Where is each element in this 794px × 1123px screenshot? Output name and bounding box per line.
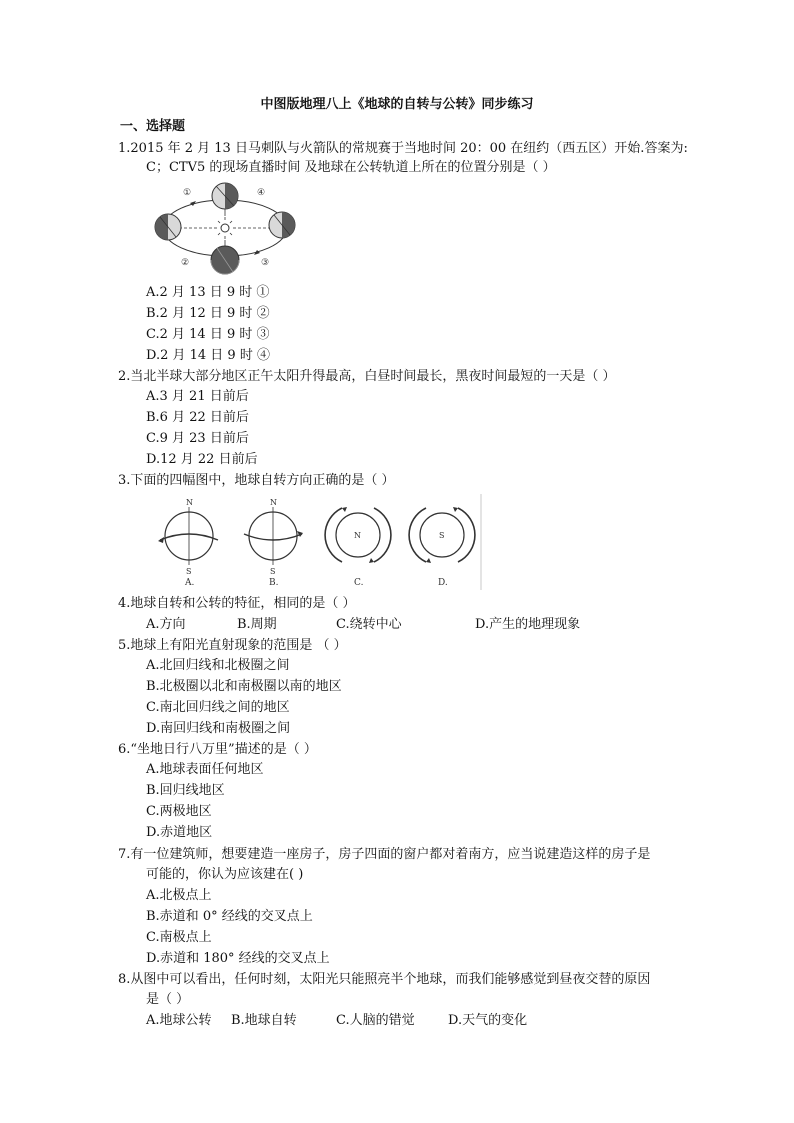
question-5-text: 5.地球上有阳光直射现象的范围是 （ ） <box>118 638 347 653</box>
answer-option: C.两极地区 <box>146 804 212 819</box>
section-heading: 一、选择题 <box>120 119 186 134</box>
north-pole-label: N <box>186 498 193 507</box>
answer-option: A.北回归线和北极圈之间 <box>146 658 290 673</box>
question-3-text: 3.下面的四幅图中，地球自转方向正确的是（ ） <box>118 473 395 488</box>
answer-option: D.2 月 14 日 9 时 ④ <box>146 348 270 363</box>
earth-orbit-figure <box>150 180 300 276</box>
figure-caption: A. <box>185 578 195 588</box>
answer-option: B.2 月 12 日 9 时 ② <box>146 306 270 321</box>
globe-icon <box>211 246 239 274</box>
answer-option: A.2 月 13 日 9 时 ① <box>146 285 270 300</box>
answer-option: A.地球表面任何地区 <box>146 762 264 777</box>
question-7-text: 7.有一位建筑师，想要建造一座房子，房子四面的窗户都对着南方，应当说建造这样的房子是 <box>118 847 651 862</box>
question-1-text: 1.2015 年 2 月 13 日马刺队与火箭队的常规赛于当地时间 20：00 在纽约（西五区）开始.答案为: <box>118 141 688 156</box>
answer-option: A.地球公转 <box>146 1013 212 1028</box>
answer-option: B.赤道和 0° 经线的交叉点上 <box>146 909 313 924</box>
answer-option: B.地球自转 <box>231 1013 297 1028</box>
answer-option: D.赤道地区 <box>146 825 213 840</box>
south-pole-label: S <box>270 567 276 576</box>
answer-option: C.人脑的错觉 <box>336 1013 415 1028</box>
globe-icon <box>158 507 218 565</box>
answer-option: C.绕转中心 <box>336 617 402 632</box>
rotation-direction-figure <box>146 494 482 590</box>
question-1-text-cont: C；CTV5 的现场直播时间 及地球在公转轨道上所在的位置分别是（ ） <box>146 160 556 175</box>
answer-option: B.北极圈以北和南极圈以南的地区 <box>146 679 342 694</box>
answer-option: C.南极点上 <box>146 930 212 945</box>
answer-option: B.回归线地区 <box>146 783 225 798</box>
south-pole-label: S <box>186 567 192 576</box>
answer-option: B.6 月 22 日前后 <box>146 410 249 425</box>
sun-icon <box>214 217 236 239</box>
globe-icon <box>155 214 181 240</box>
answer-option: C.9 月 23 日前后 <box>146 431 249 446</box>
page-title: 中图版地理八上《地球的自转与公转》同步练习 <box>260 97 534 112</box>
answer-option: D.南回归线和南极圈之间 <box>146 721 291 736</box>
answer-option: D.产生的地理现象 <box>475 617 581 632</box>
question-4-text: 4.地球自转和公转的特征，相同的是（ ） <box>118 596 356 611</box>
question-7-text-cont: 可能的，你认为应该建在( ) <box>146 867 304 882</box>
question-6-text: 6.“坐地日行八万里”描述的是（ ） <box>118 742 317 757</box>
figure-caption: D. <box>438 578 448 588</box>
answer-option: C.南北回归线之间的地区 <box>146 700 290 715</box>
answer-option: C.2 月 14 日 9 时 ③ <box>146 327 270 342</box>
figure-caption: C. <box>354 578 364 588</box>
orbit-position-label: ① <box>183 188 192 198</box>
figure-caption: B. <box>269 578 279 588</box>
answer-option: A.北极点上 <box>146 888 212 903</box>
answer-option: D.天气的变化 <box>448 1013 528 1028</box>
globe-icon <box>244 507 303 565</box>
south-pole-label: S <box>439 531 445 540</box>
answer-option: D.12 月 22 日前后 <box>146 452 258 467</box>
orbit-position-label: ③ <box>261 258 270 268</box>
globe-icon <box>212 183 238 209</box>
north-pole-label: N <box>354 531 361 540</box>
question-2-text: 2.当北半球大部分地区正午太阳升得最高，白昼时间最长，黑夜时间最短的一天是（ ） <box>118 369 616 384</box>
answer-option: D.赤道和 180° 经线的交叉点上 <box>146 951 330 966</box>
answer-option: B.周期 <box>237 617 277 632</box>
answer-option: A.方向 <box>146 617 186 632</box>
question-8-text: 8.从图中可以看出，任何时刻，太阳光只能照亮半个地球，而我们能够感觉到昼夜交替的原因 <box>118 972 651 987</box>
north-pole-label: N <box>270 498 277 507</box>
question-8-text-cont: 是（ ） <box>146 992 190 1007</box>
orbit-position-label: ② <box>181 258 190 268</box>
orbit-position-label: ④ <box>257 188 266 198</box>
globe-icon <box>269 212 295 238</box>
answer-option: A.3 月 21 日前后 <box>146 389 249 404</box>
